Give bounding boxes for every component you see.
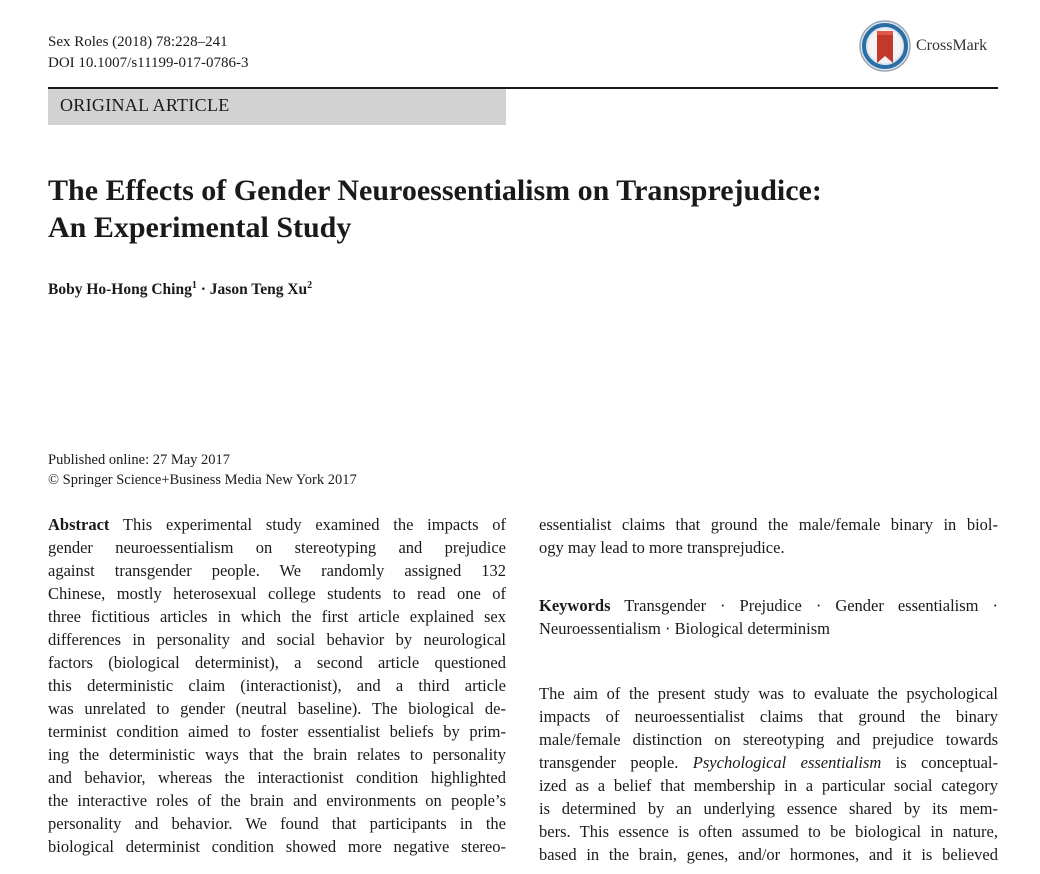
- intro-line: based in the brain, genes, and/or hormones, and it is believed: [539, 845, 998, 864]
- author-1[interactable]: Boby Ho-Hong Ching: [48, 281, 192, 298]
- intro-emphasis: Psychological essentialism: [692, 753, 882, 772]
- abstract-line: the interactive roles of the brain and environments on people’s: [48, 791, 506, 810]
- intro-line: is determined by an underlying essence shared by its mem-: [539, 799, 998, 818]
- abstract-line: personality and behavior. We found that participants in the: [48, 814, 506, 833]
- abstract-line: this deterministic claim (interactionist), and a third article: [48, 676, 506, 695]
- abstract-line: terminist condition aimed to foster essentialist beliefs by prim-: [48, 722, 506, 741]
- crossmark-icon: [858, 19, 912, 73]
- abstract-line: ing the deterministic ways that the brain relates to personality: [48, 745, 506, 764]
- abstract-line: biological determinist condition showed more negative stereo-: [48, 837, 506, 856]
- intro-line: male/female distinction on stereotyping and prejudice towards: [539, 730, 998, 749]
- abstract-line: differences in personality and social behavior by neurological: [48, 630, 506, 649]
- abstract-column: [48, 513, 506, 858]
- copyright-notice: © Springer Science+Business Media New York 2017: [48, 472, 357, 488]
- abstract-line: gender neuroessentialism on stereotyping and prejudice: [48, 538, 506, 557]
- abstract-line: was unrelated to gender (neutral baseline). The biological de-: [48, 699, 506, 718]
- abstract-line: factors (biological determinist), a second article questioned: [48, 653, 506, 672]
- title-line-1: The Effects of Gender Neuroessentialism on Transprejudice:: [48, 174, 822, 207]
- journal-info: [48, 32, 249, 74]
- article-title: [48, 172, 998, 246]
- abstract-line: [48, 513, 506, 536]
- article-type-label: ORIGINAL ARTICLE: [60, 95, 230, 115]
- keywords-label: Keywords: [539, 596, 611, 615]
- journal-citation: Sex Roles (2018) 78:228–241: [48, 34, 228, 50]
- title-line-2: An Experimental Study: [48, 211, 352, 244]
- abstract-line: Chinese, mostly heterosexual college students to read one of: [48, 584, 506, 603]
- abstract-line-text: This experimental study examined the impacts of: [109, 515, 506, 534]
- keywords-block: [539, 594, 998, 640]
- keywords-line: [539, 594, 998, 617]
- published-date: Published online: 27 May 2017: [48, 452, 231, 468]
- abstract-continued-line: ogy may lead to more transprejudice.: [539, 538, 785, 557]
- intro-line: [539, 751, 998, 774]
- author-2[interactable]: Jason Teng Xu: [209, 281, 308, 298]
- intro-line-4-pre: transgender people.: [539, 753, 693, 772]
- abstract-line: three fictitious articles in which the first article explained sex: [48, 607, 506, 626]
- author-2-affiliation: 2: [307, 280, 313, 291]
- abstract-line: and behavior, whereas the interactionist condition highlighted: [48, 768, 506, 787]
- abstract-line: against transgender people. We randomly assigned 132: [48, 561, 506, 580]
- author-list: [48, 280, 312, 299]
- intro-line: The aim of the present study was to evaluate the psychological: [539, 684, 998, 703]
- journal-doi[interactable]: DOI 10.1007/s11199-017-0786-3: [48, 55, 249, 71]
- intro-line: bers. This essence is often assumed to be biological in nature,: [539, 822, 998, 841]
- intro-line: ized as a belief that membership in a particular social category: [539, 776, 998, 795]
- crossmark-badge[interactable]: [858, 18, 987, 74]
- author-separator: ·: [196, 281, 210, 298]
- abstract-label: Abstract: [48, 515, 110, 534]
- intro-paragraph: [539, 682, 998, 866]
- intro-line: impacts of neuroessentialist claims that ground the binary: [539, 707, 998, 726]
- author-1-affiliation: 1: [191, 280, 197, 291]
- publication-info: [48, 450, 357, 490]
- keywords-line-2: Neuroessentialism · Biological determinism: [539, 619, 830, 638]
- abstract-continued-line: essentialist claims that ground the male/female binary in biol-: [539, 515, 998, 534]
- article-type-banner: [48, 89, 506, 125]
- crossmark-label: CrossMark: [916, 37, 988, 54]
- abstract-continuation: [539, 513, 998, 559]
- keywords-line-1: Transgender · Prejudice · Gender essentialism ·: [610, 596, 998, 615]
- intro-line-4-post: is conceptual-: [881, 753, 998, 772]
